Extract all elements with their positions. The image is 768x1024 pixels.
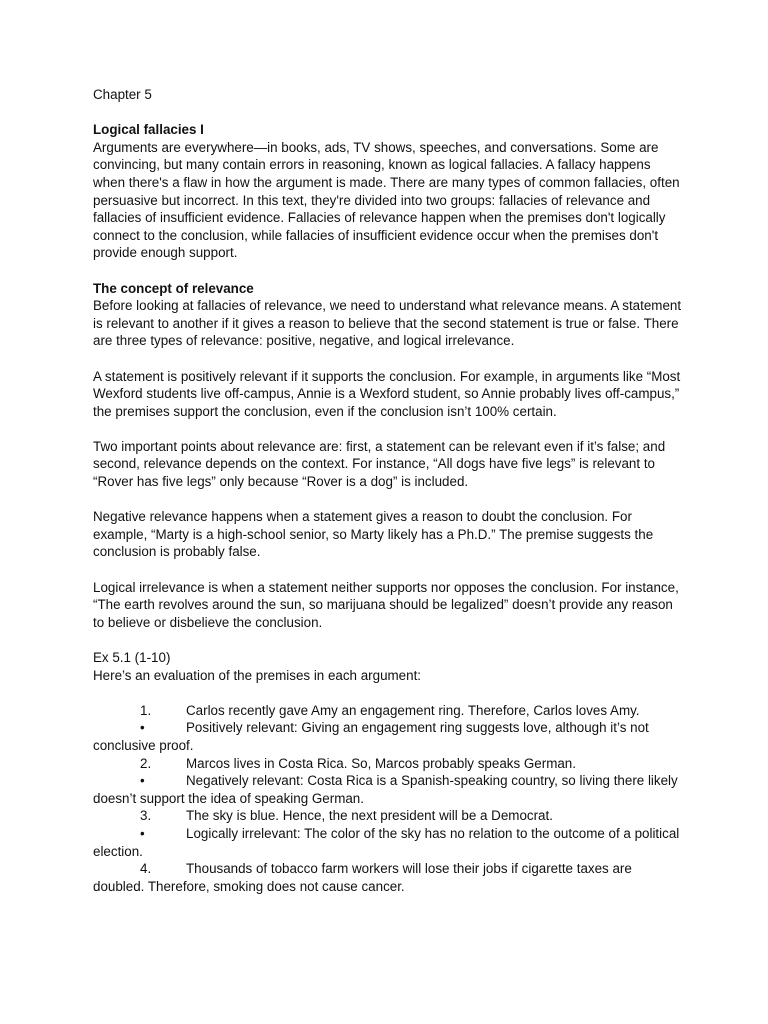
spacer bbox=[93, 684, 683, 702]
list-marker: 1. bbox=[140, 702, 152, 718]
list-item-text: Logically irrelevant: The color of the sky has no relation to the outcome of a political election. bbox=[93, 825, 680, 859]
spacer bbox=[93, 350, 683, 368]
list-item-text: Positively relevant: Giving an engagement ring suggests love, although it’s not conclusive proof. bbox=[93, 720, 649, 753]
paragraph: Logical irrelevance is when a statement neither supports nor opposes the conclusion. For instance, “The earth revolves around the sun, so marijuana should be legalized” doesn’t provide any reason to believe or disbelieve the conclusion. bbox=[93, 579, 679, 630]
exercise-intro: Here’s an evaluation of the premises in each argument: bbox=[93, 667, 422, 683]
spacer bbox=[93, 104, 683, 122]
list-item-text: The sky is blue. Hence, the next president will be a Democrat. bbox=[186, 808, 553, 824]
spacer bbox=[93, 561, 683, 579]
list-item bbox=[93, 772, 683, 807]
list-item-text: Thousands of tobacco farm workers will lose their jobs if cigarette taxes are doubled. Therefore, smoking does not cause cancer. bbox=[93, 861, 632, 894]
list-marker: 4. bbox=[140, 861, 152, 877]
list-item-text: Marcos lives in Costa Rica. So, Marcos probably speaks German. bbox=[186, 755, 576, 771]
list-item bbox=[93, 755, 683, 773]
list-item bbox=[93, 719, 683, 754]
list-marker: 3. bbox=[140, 808, 152, 824]
list-item bbox=[93, 860, 683, 895]
spacer bbox=[93, 262, 683, 280]
document-page bbox=[93, 86, 683, 895]
list-item bbox=[93, 825, 683, 860]
spacer bbox=[93, 420, 683, 438]
list-item bbox=[93, 807, 683, 825]
paragraph: Negative relevance happens when a statement gives a reason to doubt the conclusion. For example, “Marty is a high-school senior, so Marty likely has a Ph.D.” The premise suggests the conclusion is probably false. bbox=[93, 509, 654, 560]
list-marker: 2. bbox=[140, 755, 152, 771]
paragraph: Two important points about relevance are: first, a statement can be relevant even if it’s false; and second, relevance depends on the context. For instance, “All dogs have five legs” is relevant to “Rover has five legs” only because “Rover is a dog” is included. bbox=[93, 438, 666, 490]
paragraph: Before looking at fallacies of relevance, we need to understand what relevance means. A statement is relevant to another if it gives a reason to believe that the second statement is true or false. There are three types of relevance: positive, negative, and logical irrelevance. bbox=[93, 298, 682, 349]
chapter-label: Chapter 5 bbox=[93, 87, 152, 102]
section-heading-logical-fallacies: Logical fallacies I bbox=[93, 122, 204, 138]
spacer bbox=[93, 491, 683, 509]
section-heading-relevance: The concept of relevance bbox=[93, 280, 254, 296]
list-item-text: Carlos recently gave Amy an engagement ring. Therefore, Carlos loves Amy. bbox=[186, 702, 640, 718]
paragraph: A statement is positively relevant if it supports the conclusion. For example, in arguments like “Most Wexford students live off-campus, Annie is a Wexford student, so Annie probably lives off-campus,” the premises support the conclusion, even if the conclusion isn’t 100% certain. bbox=[93, 368, 681, 419]
list-item bbox=[93, 702, 683, 720]
exercise-title: Ex 5.1 (1-10) bbox=[93, 650, 171, 665]
section-body-logical-fallacies: Arguments are everywhere—in books, ads, TV shows, speeches, and conversations. Some are convincing, but many contain errors in reasoning, known as logical fallacies. A fallacy happens when there's a flaw in how the argument is made. There are many types of common fallacies, often persuasive but incorrect. In this text, they're divided into two groups: fallacies of relevance and fallacies of insufficient evidence. Fallacies of relevance happen when the premises don't logically connect to the conclusion, while fallacies of insufficient evidence occur when the premises don't provide enough support. bbox=[93, 139, 680, 261]
bullet-marker: • bbox=[140, 773, 145, 789]
spacer bbox=[93, 631, 683, 649]
bullet-marker: • bbox=[140, 825, 145, 841]
bullet-marker: • bbox=[140, 720, 145, 736]
list-item-text: Negatively relevant: Costa Rica is a Spanish-speaking country, so living there likely doesn’t support the idea of speaking German. bbox=[93, 773, 678, 806]
